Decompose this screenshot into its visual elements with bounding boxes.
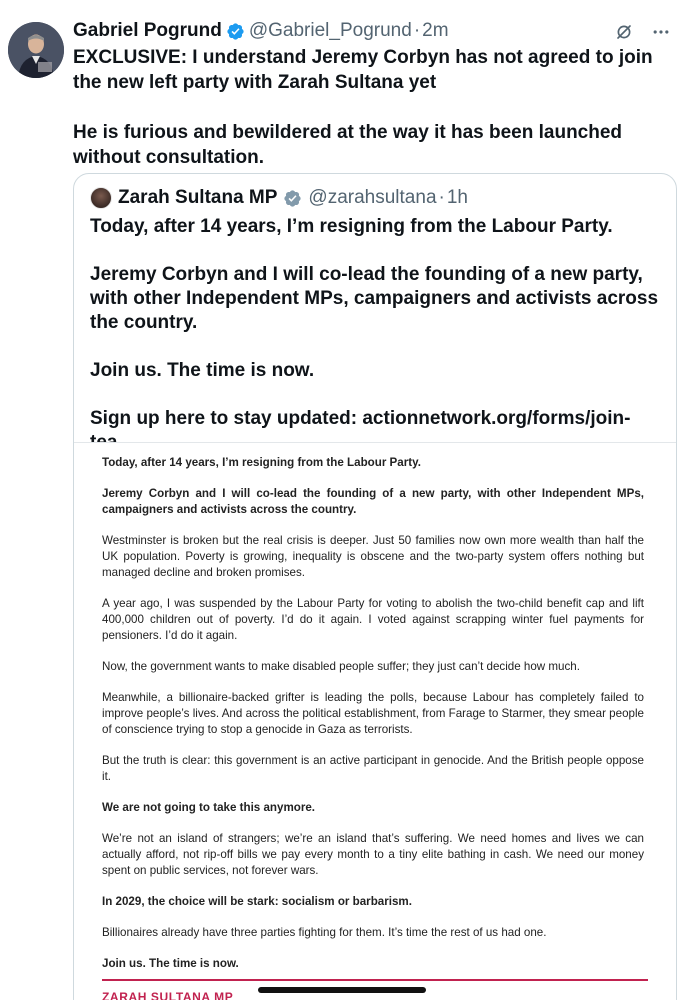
- quoted-line-4[interactable]: Sign up here to stay updated: actionnetwork.org/forms/join-: [90, 408, 631, 429]
- statement-text: [102, 455, 644, 987]
- author-name[interactable]: Gabriel Pogrund: [73, 20, 222, 41]
- author-avatar[interactable]: [8, 22, 64, 78]
- quoted-timestamp[interactable]: 1h: [446, 187, 468, 208]
- statement-paragraph: We are not going to take this anymore.: [102, 801, 316, 814]
- tweet-line-2: He is furious and bewildered at the way it has been launched without consultation.: [73, 122, 623, 168]
- grey-check-icon: [283, 189, 302, 208]
- tweet-line-1: EXCLUSIVE: I understand Jeremy Corbyn has not agreed to join the new left party with Zarah Sultana yet: [73, 47, 653, 93]
- statement-paragraph: But the truth is clear: this government is an active participant in genocide. And the British people oppose it.: [102, 754, 644, 783]
- quoted-tweet-header: [90, 187, 468, 209]
- tweet-text: [73, 45, 677, 170]
- quoted-tweet[interactable]: [73, 173, 677, 1000]
- main-tweet[interactable]: [73, 18, 677, 170]
- tweet-header: [73, 18, 677, 44]
- statement-paragraph: Join us. The time is now.: [102, 957, 239, 970]
- quoted-tweet-text: [90, 215, 670, 455]
- tweet-header-actions: [615, 22, 671, 42]
- home-indicator[interactable]: [258, 987, 426, 993]
- statement-paragraph: Jeremy Corbyn and I will co-lead the founding of a new party, with other Independent MPs, campaigners and activists across the country.: [102, 487, 644, 516]
- statement-paragraph: Meanwhile, a billionaire-backed grifter is leading the polls, because Labour has completely failed to improve people’s lives. And across the political establishment, from Farage to Starmer, they smear people of conscience trying to stop a genocide in Gaza as terrorists.: [102, 691, 644, 736]
- more-options-icon[interactable]: [651, 22, 671, 42]
- blue-check-icon: [226, 22, 245, 41]
- statement-paragraph: A year ago, I was suspended by the Labour Party for voting to abolish the two-child benefit cap and lift 400,000 children out of poverty. I’d do it again. I voted against scrapping winter fuel payments for pensioners. I’d do it again.: [102, 597, 644, 642]
- statement-paragraph: Westminster is broken but the real crisis is deeper. Just 50 families now own more wealth than half the UK population. Poverty is growing, inequality is obscene and the two-party system offers nothing but managed decline and broken promises.: [102, 534, 644, 579]
- statement-paragraph: In 2029, the choice will be stark: socialism or barbarism.: [102, 895, 412, 908]
- author-handle[interactable]: @Gabriel_Pogrund: [248, 20, 412, 41]
- statement-paragraph: Today, after 14 years, I’m resigning from the Labour Party.: [102, 456, 421, 469]
- quoted-author-handle[interactable]: @zarahsultana: [308, 187, 437, 208]
- statement-paragraph: Billionaires already have three parties fighting for them. It’s time the rest of us had one.: [102, 926, 547, 939]
- quoted-author-name[interactable]: Zarah Sultana MP: [118, 187, 278, 208]
- quoted-line-2: Jeremy Corbyn and I will co-lead the founding of a new party, with other Independent MPs, campaigners and activists across the country.: [90, 264, 659, 333]
- statement-paragraph: Now, the government wants to make disabled people suffer; they just can’t decide how much.: [102, 660, 580, 673]
- signature-divider: [102, 979, 648, 981]
- quoted-author-avatar[interactable]: [90, 187, 112, 209]
- statement-image[interactable]: [74, 442, 676, 1000]
- grok-icon[interactable]: [615, 23, 633, 41]
- quoted-line-3: Join us. The time is now.: [90, 360, 315, 381]
- signature-name: ZARAH SULTANA MP: [102, 990, 234, 1000]
- statement-paragraph: We’re not an island of strangers; we’re an island that’s suffering. We need homes and lives we can actually afford, not rip-off bills we pay every month to a tiny elite bathing in cash. We need our money spent on public services, not forever wars.: [102, 832, 644, 877]
- author-avatar-image: [8, 22, 64, 78]
- quoted-separator-dot: ·: [438, 187, 445, 208]
- quoted-line-1: Today, after 14 years, I’m resigning from the Labour Party.: [90, 216, 613, 237]
- tweet-timestamp[interactable]: 2m: [422, 20, 449, 41]
- separator-dot: ·: [413, 20, 421, 41]
